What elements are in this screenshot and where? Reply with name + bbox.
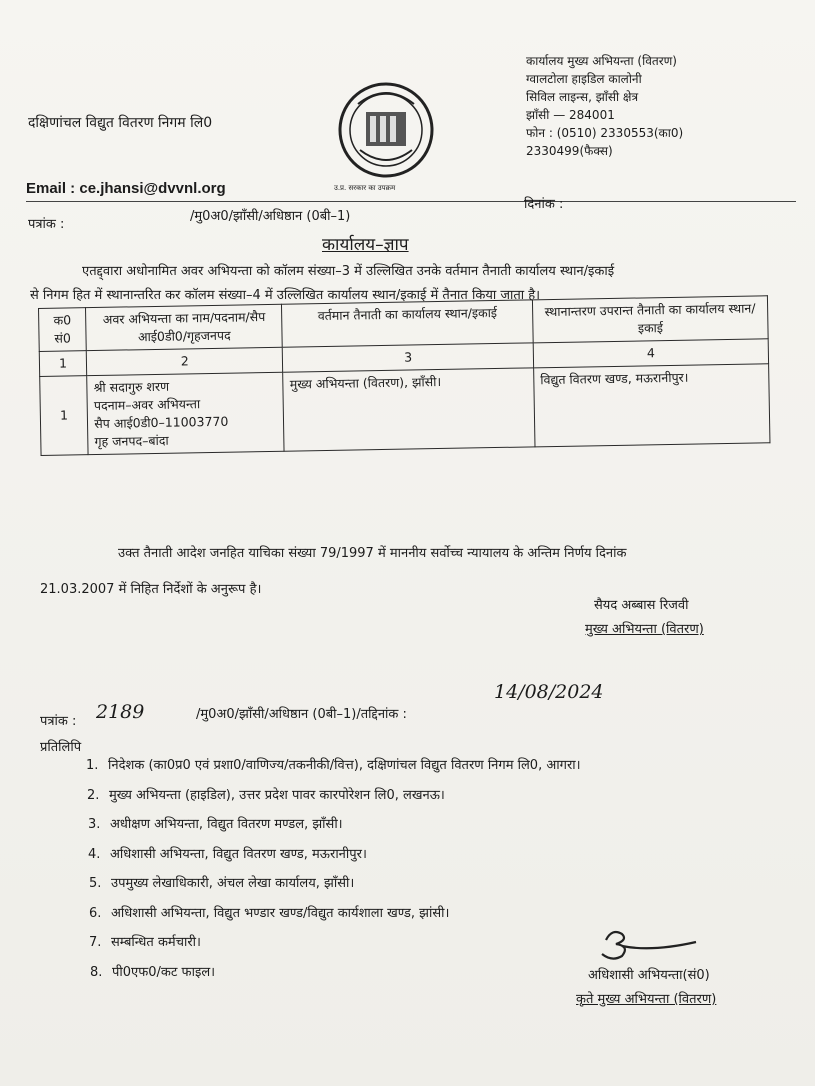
copy-to-heading: प्रतिलिपि bbox=[40, 740, 82, 755]
header-divider bbox=[26, 201, 796, 202]
table-header-cell: क0 सं0 bbox=[39, 308, 87, 352]
reference-line: /मु0अ0/झाँसी/अधिष्ठान (0बी–1)/तद्दिनांक : bbox=[196, 707, 407, 722]
signatory-title: कृते मुख्य अभियन्ता (वितरण) bbox=[576, 992, 717, 1007]
signatory-name: अधिशासी अभियन्ता(सं0) bbox=[588, 968, 710, 983]
list-item-number: 6. bbox=[89, 905, 102, 921]
column-number: 3 bbox=[283, 343, 534, 372]
office-address bbox=[526, 52, 683, 160]
list-item-text: मुख्य अभियन्ता (हाइडिल), उत्तर प्रदेश पावर कारपोरेशन लि0, लखनऊ। bbox=[109, 787, 445, 803]
table-header-cell: वर्तमान तैनाती का कार्यालय स्थान/इकाई bbox=[282, 300, 533, 347]
list-item bbox=[89, 874, 584, 894]
list-item-text: पी0एफ0/कट फाइल। bbox=[112, 964, 216, 980]
list-item-number: 4. bbox=[88, 846, 101, 862]
emblem-logo bbox=[330, 78, 442, 190]
copy-to-list bbox=[86, 756, 581, 992]
emblem-caption: उ.प्र. सरकार का उपक्रम bbox=[334, 184, 396, 192]
list-item bbox=[88, 845, 583, 865]
employee-details bbox=[87, 372, 285, 454]
list-item-text: सम्बन्धित कर्मचारी। bbox=[111, 935, 201, 950]
list-item bbox=[87, 786, 582, 806]
letter-number-label: पत्रांक : bbox=[40, 714, 77, 729]
document-title: कार्यालय–ज्ञाप bbox=[322, 235, 409, 255]
signatory-title: मुख्य अभियन्ता (वितरण) bbox=[585, 622, 704, 637]
table-header-cell: अवर अभियन्ता का नाम/पदनाम/सैप आई0डी0/गृहजनपद bbox=[86, 304, 283, 350]
column-number: 1 bbox=[39, 351, 87, 377]
list-item-text: निदेशक (का0प्र0 एवं प्रशा0/वाणिज्य/तकनीकी/वित्त), दक्षिणांचल विद्युत वितरण निगम लि0, आगरा। bbox=[108, 758, 581, 773]
office-line: सिविल लाइन्स, झाँसी क्षेत्र bbox=[526, 90, 639, 104]
email-address: Email : ce.jhansi@dvvnl.org bbox=[26, 180, 226, 197]
list-item-text: अधीक्षण अभियन्ता, विद्युत वितरण मण्डल, झाँसी। bbox=[110, 817, 343, 832]
list-item-number: 5. bbox=[89, 876, 102, 891]
reference-line: /मु0अ0/झाँसी/अधिष्ठान (0बी–1) bbox=[190, 209, 351, 224]
organization-name: दक्षिणांचल विद्युत वितरण निगम लि0 bbox=[28, 115, 213, 131]
list-item bbox=[89, 904, 584, 924]
body-paragraph: 21.03.2007 में निहित निर्देशों के अनुरूप है। bbox=[40, 582, 262, 597]
office-line: 2330499(फैक्स) bbox=[526, 144, 613, 158]
letter-number: 2189 bbox=[96, 701, 145, 723]
column-number: 4 bbox=[533, 339, 768, 368]
handwritten-signature bbox=[592, 926, 704, 962]
employee-detail-line: सैप आई0डी0–11003770 bbox=[94, 413, 229, 432]
list-item-text: अधिशासी अभियन्ता, विद्युत भण्डार खण्ड/विद्युत कार्यशाला खण्ड, झांसी। bbox=[111, 905, 450, 921]
employee-detail-line: गृह जनपद–बांदा bbox=[94, 432, 169, 450]
list-item-number: 8. bbox=[90, 964, 103, 980]
table-header-cell: स्थानान्तरण उपरान्त तैनाती का कार्यालय स्थान/इकाई bbox=[532, 296, 768, 343]
letter-number-label: पत्रांक : bbox=[28, 217, 65, 232]
list-item-text: उपमुख्य लेखाधिकारी, अंचल लेखा कार्यालय, झाँसी। bbox=[111, 876, 355, 891]
office-line: ग्वालटोला हाइडिल कालोनी bbox=[526, 72, 642, 86]
column-number: 2 bbox=[86, 347, 283, 375]
list-item bbox=[90, 963, 585, 983]
office-line: झाँसी — 284001 bbox=[526, 108, 615, 122]
serial-number: 1 bbox=[40, 376, 89, 456]
list-item-number: 1. bbox=[86, 758, 99, 773]
office-line: कार्यालय मुख्य अभियन्ता (वितरण) bbox=[526, 54, 677, 68]
list-item-number: 3. bbox=[88, 817, 101, 832]
body-paragraph: उक्त तैनाती आदेश जनहित याचिका संख्या 79/1997 में माननीय सर्वोच्च न्यायालय के अन्तिम निर्णय दिनांक bbox=[118, 546, 627, 561]
date-label: दिनांक : bbox=[524, 197, 564, 212]
list-item-number: 2. bbox=[87, 787, 100, 803]
list-item bbox=[86, 756, 581, 776]
list-item bbox=[88, 815, 583, 835]
employee-detail-line: श्री सदागुरु शरण bbox=[93, 378, 170, 396]
table-row bbox=[40, 364, 770, 456]
issue-date: 14/08/2024 bbox=[494, 681, 604, 703]
office-line: फोन : (0510) 2330553(का0) bbox=[526, 126, 684, 140]
list-item-number: 7. bbox=[89, 935, 102, 950]
signatory-name: सैयद अब्बास रिजवी bbox=[594, 598, 689, 613]
list-item-text: अधिशासी अभियन्ता, विद्युत वितरण खण्ड, मऊरानीपुर। bbox=[110, 846, 367, 862]
current-posting: मुख्य अभियन्ता (वितरण), झाँसी। bbox=[283, 368, 535, 451]
transfer-posting: विद्युत वितरण खण्ड, मऊरानीपुर। bbox=[534, 364, 770, 447]
body-paragraph: एतद्द्वारा अधोनामित अवर अभियन्ता को कॉलम संख्या–3 में उल्लिखित उनके वर्तमान तैनाती कार्यालय स्थान/इकाई bbox=[82, 264, 615, 279]
list-item bbox=[89, 933, 584, 953]
body-paragraph: से निगम हित में स्थानान्तरित कर कॉलम संख्या–4 में उल्लिखित कार्यालय स्थान/इकाई में तैनात किया जाता है। bbox=[30, 288, 541, 303]
employee-detail-line: पदनाम–अवर अभियन्ता bbox=[93, 396, 201, 414]
transfer-table bbox=[38, 295, 770, 456]
